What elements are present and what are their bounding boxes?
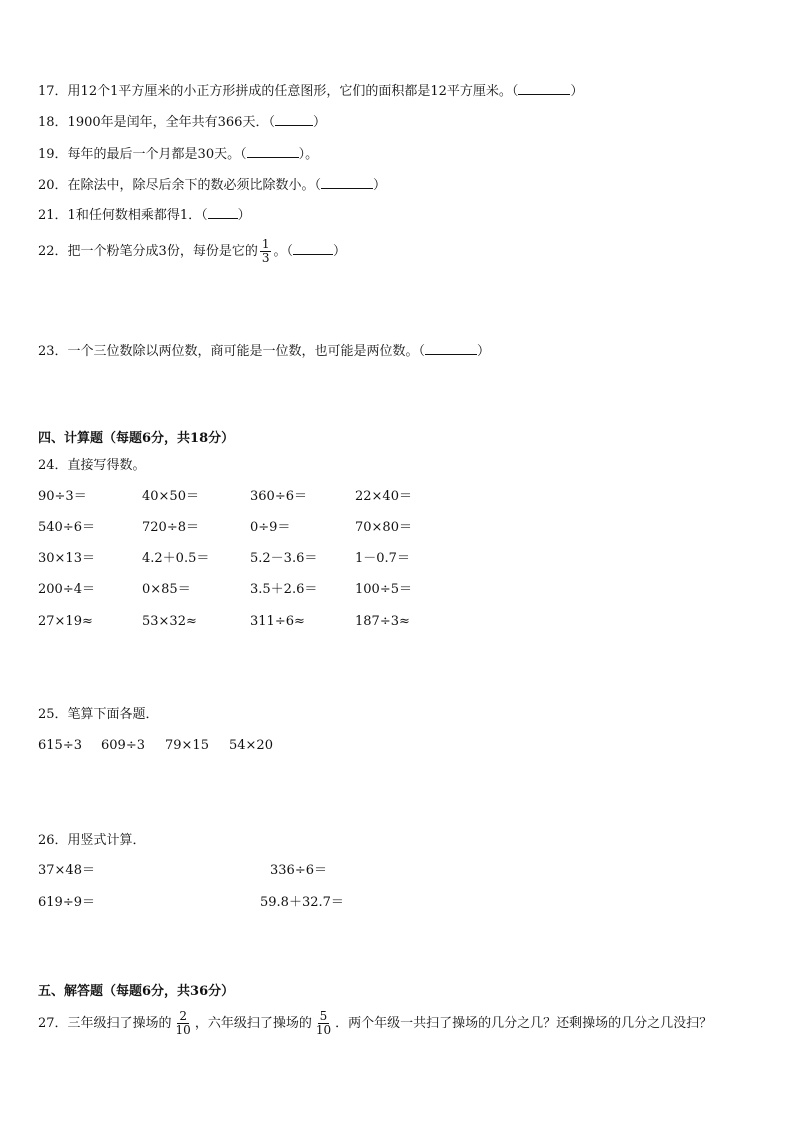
judgement-question: 21．1和任何数相乘都得1．（ ） (38, 208, 251, 223)
calc-expression: 720÷8＝ (142, 520, 199, 535)
answer-blank[interactable] (275, 113, 313, 126)
calc-expression: 79×15 (165, 738, 209, 753)
calc-expression: 37×48＝ (38, 863, 95, 878)
calc-expression: 200÷4＝ (38, 582, 95, 597)
judgement-question: 18．1900年是闰年，全年共有366天．（ ） (38, 115, 326, 130)
question-22: 22．把一个粉笔分成3份，每份是它的 $\frac{1}{3}$ 。（ ） (38, 237, 346, 265)
answer-blank[interactable] (208, 206, 238, 219)
calc-expression: 360÷6＝ (250, 489, 307, 504)
judgement-question: 17．用12个1平方厘米的小正方形拼成的任意图形，它们的面积都是12平方厘米。（ ） (38, 84, 584, 99)
calc-expression: 27×19≈ (38, 614, 93, 629)
calc-expression: 22×40＝ (355, 489, 412, 504)
calc-expression: 619÷9＝ (38, 895, 95, 910)
answer-blank[interactable] (247, 145, 299, 158)
question-23: 23．一个三位数除以两位数，商可能是一位数，也可能是两位数。（ ） (38, 344, 491, 359)
section-heading-word-problems: 五、解答题（每题6分，共36分） (38, 984, 235, 999)
calc-expression: 609÷3 (101, 738, 145, 753)
question-27: 27．三年级扫了操场的 $\frac{2}{10}$ ，六年级扫了操场的 $\frac{5}{10}$ ．两个年级一共扫了操场的几分之几？还剩操场的几分之几没扫？ (38, 1009, 713, 1037)
calc-expression: 54×20 (229, 738, 273, 753)
answer-blank[interactable] (293, 242, 333, 255)
question-24-label: 24．直接写得数。 (38, 458, 146, 473)
judgement-question: 19．每年的最后一个月都是30天。（ ）。 (38, 147, 319, 162)
calc-expression: 540÷6＝ (38, 520, 95, 535)
calc-expression: 0×85＝ (142, 582, 191, 597)
calc-expression: 5.2－3.6＝ (250, 551, 318, 566)
judgement-question: 20．在除法中，除尽后余下的数必须比除数小。（ ） (38, 178, 387, 193)
calc-expression: 90÷3＝ (38, 489, 87, 504)
question-26-label: 26．用竖式计算． (38, 833, 146, 848)
calc-expression: 30×13＝ (38, 551, 95, 566)
calc-expression: 3.5＋2.6＝ (250, 582, 318, 597)
calc-expression: 59.8＋32.7＝ (260, 895, 344, 910)
calc-expression: 615÷3 (38, 738, 82, 753)
calc-expression: 311÷6≈ (250, 614, 305, 629)
answer-blank[interactable] (518, 82, 570, 95)
answer-blank[interactable] (425, 342, 477, 355)
calc-expression: 187÷3≈ (355, 614, 410, 629)
fraction-one-third: $\frac{1}{3}$ (261, 237, 270, 265)
calc-expression: 100÷5＝ (355, 582, 412, 597)
calc-expression: 53×32≈ (142, 614, 197, 629)
calc-expression: 40×50＝ (142, 489, 199, 504)
fraction-five-tenths: $\frac{5}{10}$ (315, 1009, 332, 1037)
calc-expression: 1－0.7＝ (355, 551, 410, 566)
answer-blank[interactable] (321, 176, 373, 189)
calc-expression: 4.2＋0.5＝ (142, 551, 210, 566)
section-heading-calculation: 四、计算题（每题6分，共18分） (38, 431, 235, 446)
calc-expression: 336÷6＝ (270, 863, 327, 878)
calc-expression: 70×80＝ (355, 520, 412, 535)
question-25-label: 25．笔算下面各题． (38, 707, 159, 722)
calc-expression: 0÷9＝ (250, 520, 291, 535)
fraction-two-tenths: $\frac{2}{10}$ (175, 1009, 191, 1037)
